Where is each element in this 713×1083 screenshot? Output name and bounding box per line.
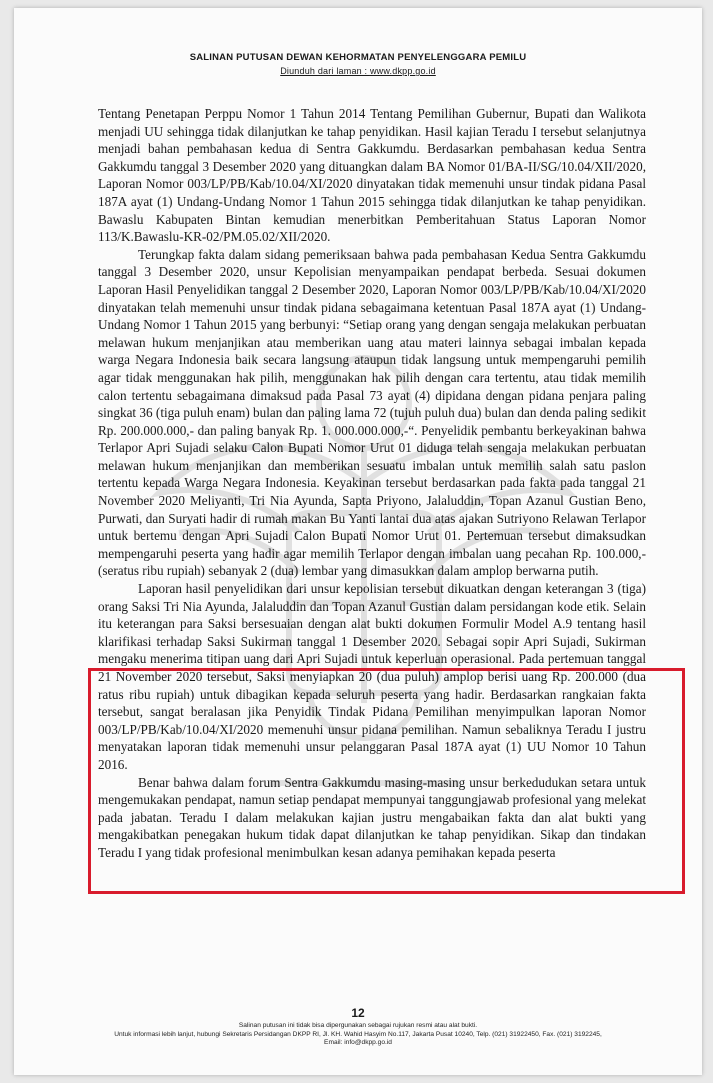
- document-header: [14, 52, 702, 76]
- document-page: [14, 8, 702, 1075]
- header-source: [14, 66, 702, 76]
- paragraph-2: Terungkap fakta dalam sidang pemeriksaan bahwa pada pembahasan Kedua Sentra Gakkumdu tanggal 3 Desember 2020, unsur Kepolisian menyampaikan pendapat berbeda. Sesuai dokumen Laporan Hasil Penyelidikan tanggal 2 Desember 2020, Laporan Nomor 003/LP/PB/Kab/10.04/XI/2020 dinyatakan telah memenuhi unsur tindak pidana sebagaimana ketentuan Pasal 187A ayat (1) Undang-Undang Nomor 1 Tahun 2015 yang berbunyi: “Setiap orang yang dengan sengaja melakukan perbuatan melawan hukum menjanjikan atau memberikan uang atau materi lainnya sebagai imbalan kepada warga Negara Indonesia baik secara langsung ataupun tidak langsung untuk mempengaruhi pemilih agar tidak menggunakan hak pilih, menggunakan hak pilih dengan cara tertentu, atau tidak memilih calon tertentu sebagaimana dimaksud pada Pasal 73 ayat (4) dipidana dengan pidana penjara paling singkat 36 (tiga puluh enam) bulan dan paling lama 72 (tujuh puluh dua) bulan dan denda paling sedikit Rp. 200.000.000,- dan paling banyak Rp. 1. 000.000.000,-“. Penyelidik pembantu berkeyakinan bahwa Terlapor Apri Sujadi selaku Calon Bupati Nomor Urut 01 diduga telah sengaja melakukan perbuatan melawan hukum menjanjikan dan memberikan sesuatu imbalan untuk memilih salah satu paslon tertentu kepada Warga Negara Indonesia. Keyakinan tersebut berdasarkan pada fakta pada tanggal 21 November 2020 Meliyanti, Tri Nia Ayunda, Sapta Priyono, Jalaluddin, Topan Azanul Gustian Beno, Purwati, dan Suryati hadir di rumah makan Bu Yanti lantai dua atas ajakan Sutriyono Relawan Terlapor untuk bertemu dengan Apri Sujadi Calon Bupati Nomor Urut 01. Pertemuan tersebut dimaksudkan mempengaruhi peserta yang hadir agar memilih Terlapor dengan imbalan uang pecahan Rp. 100.000,- (seratus ribu rupiah) sebanyak 2 (dua) lembar yang dimasukkan dalam amplop berwarna putih.: [98, 246, 646, 579]
- header-source-prefix: Diunduh dari laman :: [280, 66, 370, 76]
- paragraph-4: Benar bahwa dalam forum Sentra Gakkumdu masing-masing unsur berkedudukan setara untuk mengemukakan pendapat, namun setiap pendapat mempunyai tanggungjawab profesional yang melekat pada jabatan. Teradu I dalam melakukan kajian justru mengabaikan fakta dan alat bukti yang mengakibatkan penegakan hukum tidak dapat dilanjutkan ke tahap penyidikan. Sikap dan tindakan Teradu I yang tidak profesional menimbulkan kesan adanya pemihakan kepada peserta: [98, 774, 646, 860]
- footer-line-3: Email: info@dkpp.go.id: [324, 1039, 392, 1047]
- footer-line-1: Salinan putusan ini tidak bisa dipergunakan sebagai rujukan resmi atau alat bukti.: [238, 1022, 478, 1029]
- header-source-url[interactable]: www.dkpp.go.id: [369, 66, 436, 76]
- header-title: SALINAN PUTUSAN DEWAN KEHORMATAN PENYELENGGARA PEMILU: [189, 52, 527, 63]
- highlight-box: [88, 668, 685, 894]
- page-number: 12: [351, 1006, 365, 1020]
- paragraph-1: Tentang Penetapan Perppu Nomor 1 Tahun 2014 Tentang Pemilihan Gubernur, Bupati dan Walikota menjadi UU sehingga tidak dilanjutkan ke tahap penyidikan. Hasil kajian Teradu I tersebut selanjutnya menjadi bahan pembahasan kedua di Sentra Gakkumdu. Berdasarkan pembahasan kedua Sentra Gakkumdu tanggal 3 Desember 2020 yang dituangkan dalam BA Nomor 01/BA-II/SG/10.04/XII/2020, Laporan Nomor 003/LP/PB/Kab/10.04/XI/2020 dinyatakan tidak memenuhi unsur tindak pidana Pasal 187A ayat (1) Undang-Undang Nomor 1 Tahun 2015 sehingga tidak dilanjutkan ke tahap penyidikan. Bawaslu Kabupaten Bintan kemudian menerbitkan Pemberitahuan Status Laporan Nomor 113/K.Bawaslu-KR-02/PM.05.02/XII/2020.: [98, 106, 646, 245]
- paragraph-3: Laporan hasil penyelidikan dari unsur kepolisian tersebut dikuatkan dengan keterangan 3 (tiga) orang Saksi Tri Nia Ayunda, Jalaluddin dan Topan Azanul Gustian dalam persidangan kode etik. Selain itu keterangan para Saksi bersesuaian dengan alat bukti dokumen Formulir Model A.9 tentang hasil klarifikasi terhadap Saksi Sukirman tanggal 1 Desember 2020. Sebagai sopir Apri Sujadi, Sukirman mengaku menerima titipan uang dari Apri Sujadi untuk keperluan operasional. Pada pertemuan tanggal 21 November 2020 tersebut, Saksi menyiapkan 20 (dua puluh) amplop berisi uang Rp. 200.000 (dua ratus ribu rupiah) untuk dibagikan kepada seluruh peserta yang hadir. Berdasarkan rangkaian fakta tersebut, sangat beralasan jika Penyidik Tindak Pidana Pemilihan menyimpulkan laporan Nomor 003/LP/PB/Kab/10.04/XI/2020 memenuhi unsur pidana pemilihan. Namun sebaliknya Teradu I justru menyatakan laporan tidak memenuhi unsur pelanggaran Pasal 187A ayat (1) UU Nomor 10 Tahun 2016.: [98, 581, 646, 772]
- document-footer: [14, 1022, 702, 1048]
- footer-line-2: Untuk informasi lebih lanjut, hubungi Sekretaris Persidangan DKPP RI, Jl. KH. Wahid Hasyim No.117, Jakarta Pusat 10240, Telp. (021) 31922450, Fax. (021) 3192245,: [114, 1030, 602, 1038]
